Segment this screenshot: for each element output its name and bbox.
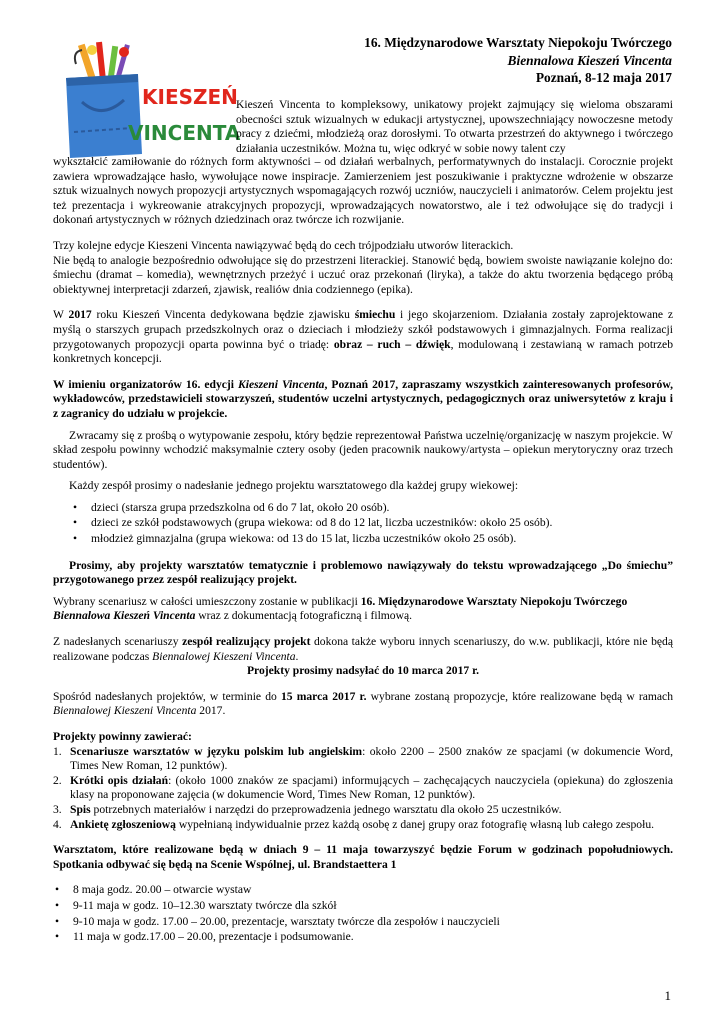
forum-paragraph: Warsztatom, które realizowane będą w dniach 9 – 11 maja towarzyszyć będzie Forum w godzinach popołudniowych. Spotkania odbywać się będą na Scenie Wspólnej, ul. Brandstaettera 1 [53, 843, 673, 871]
publication-paragraph: Wybrany scenariusz w całości umieszczony zostanie w publikacji 16. Międzynarodowe Warsztaty Niepokoju Twórczego Biennalowa Kieszeń Vincenta wraz z dokumentacją fotograficzną i filmową. [53, 594, 628, 623]
list-item: • 8 maja godz. 20.00 – otwarcie wystaw [53, 883, 673, 898]
document-body [53, 155, 673, 946]
list-item: 1. Scenariusze warsztatów w języku polskim lub angielskim: około 2200 – 2500 znaków ze spacjami (w dokumencie Word, Times New Roman, 12 punktów). [53, 744, 673, 773]
header-date: Poznań, 8-12 maja 2017 [535, 70, 672, 85]
invitation-paragraph: W imieniu organizatorów 16. edycji Kieszeni Vincenta, Poznań 2017, zapraszamy wszystkich zainteresowanych profesorów, wykładowców, przedstawicieli stowarzyszeń, studentów uczelni artystycznych, pedagogicznych oraz uniwersytetów z kraju i z zagranicy do udziału w projekcie. [53, 377, 673, 420]
requirements-list [53, 745, 673, 833]
list-item: • 9-11 maja w godz. 10–12.30 warsztaty twórcze dla szkół [53, 899, 673, 914]
intro-paragraph-top: Kieszeń Vincenta to kompleksowy, unikatowy projekt zajmujący się wieloma obszarami obecności sztuk wizualnych w edukacji artystycznej, upowszechniający nowoczesne metody pracy z dziećmi, młodzieżą oraz dorosłymi. To otwarta przestrzeń do aktywnego i twórczego działania uczestników. Można tu, więc odkryć w sobie nowy talent czy [236, 98, 673, 155]
age-groups-list [53, 501, 673, 547]
kieszen-vincenta-logo [62, 42, 241, 160]
logo-word-vincenta: VINCENTA [128, 121, 241, 145]
deadline: Projekty prosimy nadsyłać do 10 marca 2017 r. [246, 664, 480, 678]
team-paragraph: Zwracamy się z prośbą o wytypowanie zespołu, który będzie reprezentował Państwa uczelnię/organizację w naszym projekcie. W skład zespołu powinny wchodzić maksymalnie cztery osoby (jeden pracownik naukowy/artysta – opiekun merytoryczny oraz trzech studentów). [53, 428, 673, 471]
schedule-list [53, 883, 673, 944]
request-paragraph: Prosimy, aby projekty warsztatów tematycznie i problemowo nawiązywały do tekstu wprowadzającego „Do śmiechu” przygotowanego przez zespół realizujący projekt. [53, 558, 673, 587]
header-subtitle: Biennalowa Kieszeń Vincenta [507, 52, 672, 68]
list-item: • 11 maja w godz.17.00 – 20.00, prezentacje i podsumowanie. [53, 930, 673, 945]
paragraph-2017: W 2017 roku Kieszeń Vincenta dedykowana będzie zjawisku śmiechu i jego skojarzeniom. Działania zostały zaprojektowane z myślą o starszych grupach przedszkolnych oraz o dzieciach i młodzieży szkół podstawowych i gimnazjalnych. Forma realizacji przygotowanych propozycji oparta powinna być o triadę: obraz – ruch – dźwięk, modulowaną i zestawianą w ramach potrzeb konkretnych koncepcji. [53, 308, 673, 366]
list-item: 3. Spis potrzebnych materiałów i narzędzi do przeprowadzenia jednego warsztatu dla około 25 uczestników. [53, 802, 562, 816]
page-number: 1 [664, 988, 671, 1003]
paragraph-three-editions: Trzy kolejne edycje Kieszeni Vincenta nawiązywać będą do cech trójpodziału utworów literackich. Nie będą to analogie bezpośrednio odwołujące się do przestrzeni literackiej. Stanowić będą, bowiem swoiste nawiązanie kolejno do: śmiechu (dramat – komedia), wewnętrznych przeżyć i uczuć oraz przekonań (liryka), a także do aktu tworzenia będącego próbą obiektywnej interpretacji zdarzeń, zjawisk, realiów dnia codziennego (epika). [53, 238, 673, 296]
document-header [364, 34, 672, 87]
logo-word-kieszen: KIESZEŃ [142, 85, 238, 109]
list-item: • 9-10 maja w godz. 17.00 – 20.00, prezentacje, warsztaty twórcze dla zespołów i nauczycieli [53, 915, 673, 930]
header-title: 16. Międzynarodowe Warsztaty Niepokoju Twórczego [364, 35, 672, 50]
selection-paragraph: Z nadesłanych scenariuszy zespół realizujący projekt dokona także wyboru innych scenariuszy, do w.w. publikacji, które nie będą realizowane podczas Biennalowej Kieszeni Vincenta. [53, 635, 673, 663]
intro-paragraph-continued: wykształcić zamiłowanie do różnych form aktywności – od działań werbalnych, performatywnych do instalacji. Corocznie projekt zawiera wprowadzające hasło, wywołujące nowe inspiracje. Zamierzeniem jest poszukiwanie i praktyczne wdrożenie w obszarze sztuk wizualnych nowych propozycji artystycznych wspomagających rozwój uczniów, nauczycieli i animatorów. Celem projektu jest też prezentacja i wykreowanie atrakcyjnych propozycji, wprowadzających nowatorstwo, ale i też odwołujące się do tradycji i dokonań artystycznych w różnych dziedzinach oraz twórcze ich rozwijanie. [53, 155, 673, 227]
list-item: • dzieci ze szkół podstawowych (grupa wiekowa: od 8 do 12 lat, liczba uczestników: około 25 osób). [53, 516, 673, 531]
list-item: • młodzież gimnazjalna (grupa wiekowa: od 13 do 15 lat, liczba uczestników około 25 osób). [53, 532, 673, 547]
choice-paragraph: Spośród nadesłanych projektów, w terminie do 15 marca 2017 r. wybrane zostaną propozycje, które realizowane będą w ramach Biennalowej Kieszeni Vincenta 2017. [53, 689, 673, 718]
list-item: • dzieci (starsza grupa przedszkolna od 6 do 7 lat, około 20 osób). [53, 501, 673, 516]
list-item: 2. Krótki opis działań: (około 1000 znaków ze spacjami) informujących – zachęcających nauczyciela (opiekuna) do zgłoszenia klasy na proponowane zajęcia (w dokumencie Word, Times New Roman, 12 punktów). [53, 773, 673, 802]
requirements-title: Projekty powinny zawierać: [53, 730, 192, 743]
list-item: 4. Ankietę zgłoszeniową wypełnianą indywidualnie przez każdą osobę z danej grupy oraz fotografię własną lub całego zespołu. [53, 817, 655, 831]
groups-intro: Każdy zespół prosimy o nadesłanie jednego projektu warsztatowego dla każdej grupy wiekowej: [69, 479, 519, 493]
